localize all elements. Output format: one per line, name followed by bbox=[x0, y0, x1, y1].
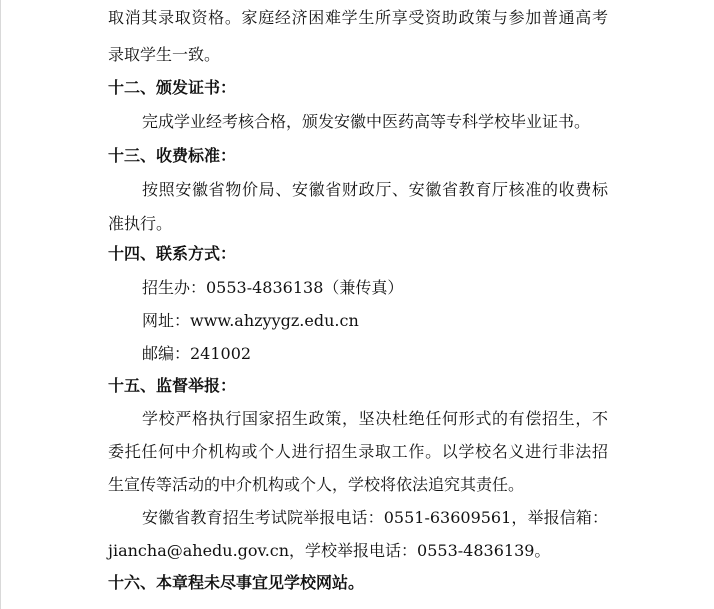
paragraph-line-10: jiancha@ahedu.gov.cn，学校举报电话：0553-4836139。 bbox=[108, 541, 551, 560]
paragraph-line-6: 学校严格执行国家招生政策，坚决杜绝任何形式的有偿招生，不 bbox=[142, 409, 608, 428]
paragraph-line-9: 安徽省教育招生考试院举报电话：0551-63609561，举报信箱： bbox=[142, 508, 608, 527]
section-heading-14: 十四、联系方式： bbox=[108, 244, 237, 263]
paragraph-line-4: 按照安徽省物价局、安徽省财政厅、安徽省教育厅核准的收费标 bbox=[142, 180, 608, 199]
paragraph-line-8: 生宣传等活动的中介机构或个人，学校将依法追究其责任。 bbox=[108, 475, 525, 494]
section-heading-16: 十六、本章程未尽事宜见学校网站。 bbox=[108, 573, 365, 592]
page-edge-divider bbox=[0, 0, 1, 609]
section-heading-13: 十三、收费标准： bbox=[108, 146, 237, 165]
paragraph-line-5: 准执行。 bbox=[108, 214, 173, 233]
contact-office: 招生办：0553-4836138（兼传真） bbox=[142, 278, 404, 297]
contact-website: 网址：www.ahzyygz.edu.cn bbox=[142, 311, 359, 330]
paragraph-line-1: 取消其录取资格。家庭经济困难学生所享受资助政策与参加普通高考 bbox=[108, 8, 608, 27]
paragraph-line-3: 完成学业经考核合格，颁发安徽中医药高等专科学校毕业证书。 bbox=[142, 112, 591, 131]
paragraph-line-2: 录取学生一致。 bbox=[108, 45, 221, 64]
paragraph-line-7: 委托任何中介机构或个人进行招生录取工作。以学校名义进行非法招 bbox=[108, 442, 608, 461]
contact-postcode: 邮编：241002 bbox=[142, 344, 252, 363]
section-heading-15: 十五、监督举报： bbox=[108, 376, 237, 395]
section-heading-12: 十二、颁发证书： bbox=[108, 78, 237, 97]
